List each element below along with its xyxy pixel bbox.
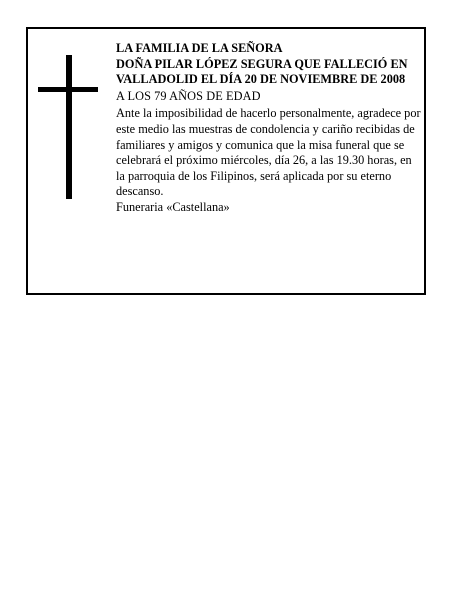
notice-body: Ante la imposibilidad de hacerlo personalmente, agradece por este medio las muestras de condolencia y cariño recibidas de familiares y amigos y comunica que la misa funeral que se celebrará el próximo miércoles, día 26, a las 19.30 horas, en la parroquia de los Filipinos, será aplicada por su eterno descanso.	[116, 106, 421, 199]
notice-age: A LOS 79 AÑOS DE EDAD	[116, 88, 261, 103]
notice-funeral-home: Funeraria «Castellana»	[116, 199, 230, 214]
cross-horizontal-bar	[38, 87, 98, 92]
cross-icon	[38, 55, 98, 199]
notice-text	[116, 41, 422, 216]
notice-heading-family: LA FAMILIA DE LA SEÑORA	[116, 41, 283, 55]
obituary-notice	[26, 27, 426, 295]
cross-vertical-bar	[66, 55, 72, 199]
notice-heading-deceased: DOÑA PILAR LÓPEZ SEGURA QUE FALLECIÓ EN VALLADOLID EL DÍA 20 DE NOVIEMBRE DE 2008	[116, 56, 408, 87]
